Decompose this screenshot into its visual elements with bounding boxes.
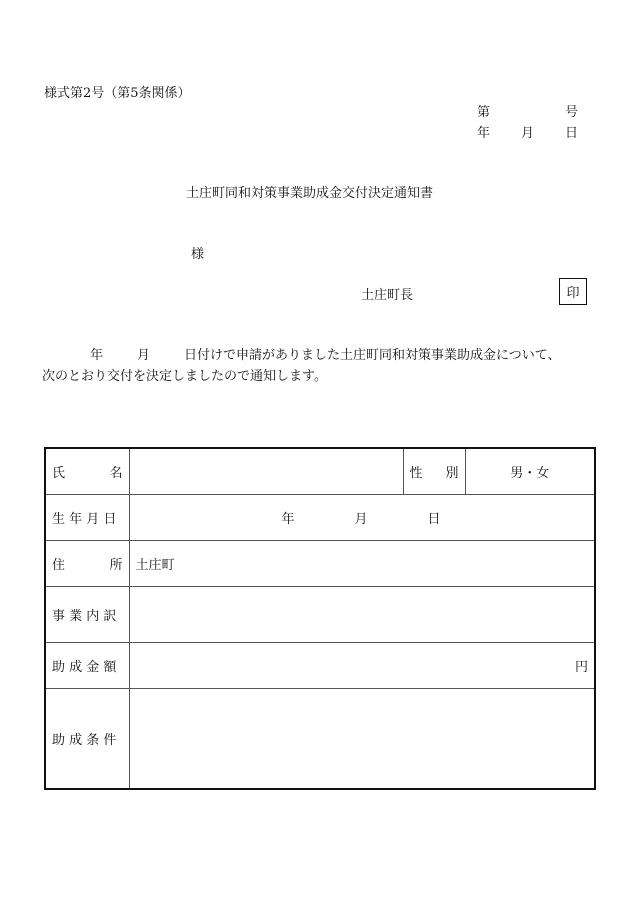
address-label xyxy=(45,540,129,586)
name-field[interactable] xyxy=(129,448,403,494)
birthdate-label: 生 年 月 日 xyxy=(45,494,129,540)
name-label-a: 氏 xyxy=(52,465,66,481)
row-amount xyxy=(45,642,595,688)
row-conditions xyxy=(45,688,595,789)
date-year: 年 xyxy=(477,126,491,141)
name-label xyxy=(45,448,129,494)
body-text-1: 日付けで申請がありました土庄町同和対策事業助成金について、 xyxy=(184,348,561,363)
amount-field[interactable] xyxy=(129,642,595,688)
form-number: 様式第2号（第5条関係） xyxy=(44,86,191,101)
address-label-b: 所 xyxy=(109,557,123,573)
project-label: 事 業 内 訳 xyxy=(45,586,129,642)
amount-label: 助 成 金 額 xyxy=(45,642,129,688)
body-year: 年 xyxy=(90,348,104,363)
project-field[interactable] xyxy=(129,586,595,642)
date-day: 日 xyxy=(565,126,579,141)
seal-box xyxy=(559,278,587,305)
birth-day: 日 xyxy=(427,511,441,527)
body-month: 月 xyxy=(137,348,151,363)
doc-number-suffix: 号 xyxy=(565,105,579,120)
seal-label: 印 xyxy=(566,286,580,301)
issuer-name: 土庄町長 xyxy=(361,288,414,303)
sex-field[interactable]: 男・女 xyxy=(465,448,595,494)
row-name xyxy=(45,448,595,494)
addressee-suffix: 様 xyxy=(191,247,205,262)
application-table xyxy=(44,447,596,790)
body-line-2: 次のとおり交付を決定しましたので通知します。 xyxy=(42,369,327,384)
address-field[interactable]: 土庄町 xyxy=(129,540,595,586)
address-label-a: 住 xyxy=(52,557,66,573)
date-month: 月 xyxy=(521,126,535,141)
sex-label xyxy=(403,448,465,494)
row-project xyxy=(45,586,595,642)
conditions-label: 助 成 条 件 xyxy=(45,688,129,789)
sex-label-a: 性 xyxy=(409,465,423,481)
doc-number-prefix: 第 xyxy=(477,105,491,120)
birthdate-field[interactable] xyxy=(129,494,595,540)
birth-month: 月 xyxy=(354,511,368,527)
amount-unit: 円 xyxy=(574,659,588,675)
name-label-b: 名 xyxy=(109,465,123,481)
sex-label-b: 別 xyxy=(445,465,459,481)
conditions-field[interactable] xyxy=(129,688,595,789)
body-line-1 xyxy=(42,349,602,362)
birth-year: 年 xyxy=(281,511,295,527)
row-birthdate xyxy=(45,494,595,540)
row-address xyxy=(45,540,595,586)
document-title: 土庄町同和対策事業助成金交付決定通知書 xyxy=(186,186,434,201)
